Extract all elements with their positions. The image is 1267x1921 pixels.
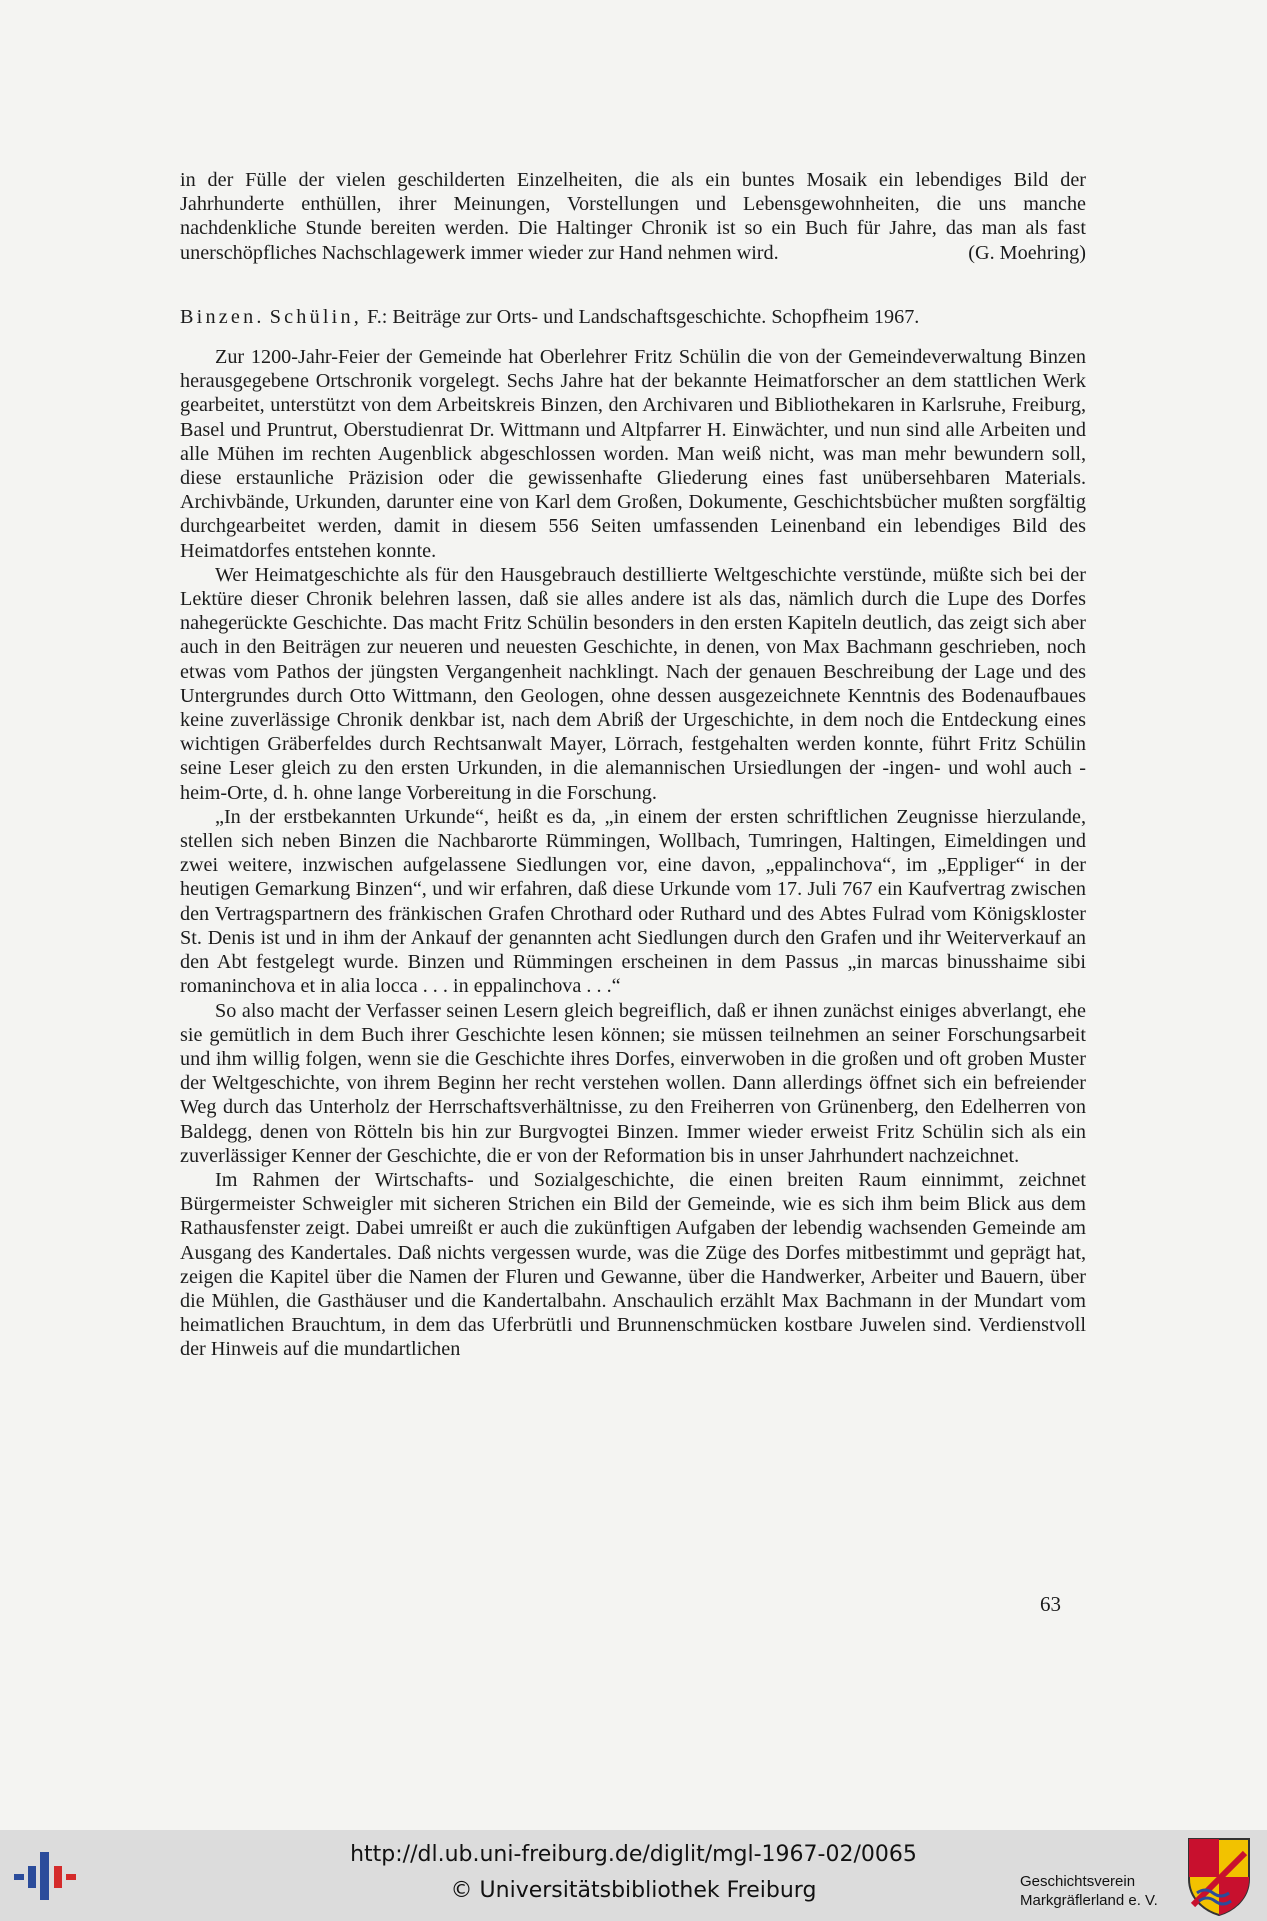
previous-review-ending: [180, 168, 1086, 265]
review-signature: (G. Moehring): [968, 241, 1086, 264]
review-heading: [180, 305, 1086, 329]
heading-author: Schülin,: [269, 305, 363, 328]
society-name-line2: Markgräflerland e. V.: [1020, 1892, 1158, 1909]
heading-book-title: Beiträge zur Orts- und Landschaftsgeschichte. Schopfheim 1967.: [387, 305, 920, 328]
heading-author-initial: F.:: [362, 305, 388, 328]
society-name-line1: Geschichtsverein: [1020, 1873, 1136, 1890]
paragraph: So also macht der Verfasser seinen Lesern gleich begreiflich, daß er ihnen zunächst einiges abverlangt, ehe sie gemütlich in dem Buch ihrer Geschichte lesen können; sie müssen teilnehmen an seiner Forschungsarbeit und ihm willig folgen, wenn sie die Geschichte ihres Dorfes, einverwoben in die großen und oft groben Muster der Weltgeschichte, von ihrem Beginn her recht verstehen wollen. Dann allerdings öffnet sich ein befreiender Weg durch das Unterholz der Herrschaftsverhältnisse, zu den Freiherren von Grünenberg, den Edelherren von Baldegg, denen von Rötteln bis hin zur Burgvogtei Binzen. Immer wieder erweist Fritz Schülin sich als ein zuverlässiger Kenner der Geschichte, die er von der Reformation bis in unser Jahrhundert nachzeichnet.: [180, 999, 1086, 1167]
viewer-footer: [0, 1830, 1267, 1921]
coat-of-arms-icon: [1185, 1835, 1253, 1917]
paragraph: Zur 1200-Jahr-Feier der Gemeinde hat Oberlehrer Fritz Schülin die von der Gemeindeverwaltung Binzen herausgegebene Ortschronik vorgelegt. Sechs Jahre hat der bekannte Heimatforscher an dem stattlichen Werk gearbeitet, unterstützt von dem Arbeitskreis Binzen, den Archivaren und Bibliothekaren in Karlsruhe, Freiburg, Basel und Pruntrut, Oberstudienrat Dr. Wittmann und Altpfarrer H. Einwächter, und nun sind alle Arbeiten und alle Mühen im rechten Augenblick abgeschlossen worden. Man weiß nicht, was man mehr bewundern soll, diese erstaunliche Präzision oder die gewissenhafte Gliederung eines fast unübersehbaren Materials. Archivbände, Urkunden, darunter eine von Karl dem Großen, Dokumente, Geschichtsbücher mußten sorgfältig durchgearbeitet werden, damit in diesem 556 Seiten umfassenden Leinenband ein lebendiges Bild des Heimatdorfes entstehen konnte.: [180, 346, 1086, 562]
paragraph: „In der erstbekannten Urkunde“, heißt es da, „in einem der ersten schriftlichen Zeugnisse hierzulande, stellen sich neben Binzen die Nachbarorte Rümmingen, Wollbach, Tumringen, Haltingen, Eimeldingen und zwei weitere, inzwischen aufgelassene Siedlungen vor, eine davon, „eppalinchova“, im „Eppliger“ in der heutigen Gemarkung Binzen“, und wir erfahren, daß diese Urkunde vom 17. Juli 767 ein Kaufvertrag zwischen den Vertragspartnern des fränkischen Grafen Chrothard oder Ruthard und des Abtes Fulrad vom Königskloster St. Denis ist und in ihm der Ankauf der genannten acht Siedlungen durch den Grafen und ihr Weiterverkauf an den Abt festgelegt wurde. Binzen und Rümmingen erscheinen in dem Passus „in marcas binusshaime sibi romaninchova et in alia locca . . . in eppalinchova . . .“: [180, 805, 1086, 998]
society-name: [1020, 1872, 1180, 1910]
document-url-link[interactable]: http://dl.ub.uni-freiburg.de/diglit/mgl-1967-02/0065: [350, 1842, 917, 1867]
copyright-notice: © Universitätsbibliothek Freiburg: [450, 1878, 817, 1903]
paragraph: Wer Heimatgeschichte als für den Hausgebrauch destillierte Weltgeschichte verstünde, müßte sich bei der Lektüre dieser Chronik belehren lassen, daß sie alles andere ist als das, nämlich durch die Lupe des Dorfes nahegerückte Geschichte. Das macht Fritz Schülin besonders in den ersten Kapiteln deutlich, das zeigt sich aber auch in den Beiträgen zur neueren und neuesten Geschichte, in denen, von Max Bachmann geschrieben, noch etwas vom Pathos der jüngsten Vergangenheit nachklingt. Nach der genauen Beschreibung der Lage und des Untergrundes durch Otto Wittmann, den Geologen, ohne dessen ausgezeichnete Kenntnis des Bodenaufbaues keine zuverlässige Chronik denkbar ist, nach dem Abriß der Urgeschichte, in dem noch die Entdeckung eines wichtigen Gräberfeldes durch Rechtsanwalt Mayer, Lörrach, festgehalten werden konnte, führt Fritz Schülin seine Leser gleich zu den ersten Urkunden, in die alemannischen Ursiedlungen der -ingen- und wohl auch -heim-Orte, d. h. ohne lange Vorbereitung in die Forschung.: [180, 563, 1086, 804]
previous-review-text: [180, 168, 1086, 265]
heading-place: Binzen.: [180, 305, 265, 328]
page-number: 63: [1040, 1592, 1061, 1616]
previous-review-body: in der Fülle der vielen geschilderten Einzelheiten, die als ein buntes Mosaik ein lebendiges Bild der Jahrhunderte enthüllen, ihrer Meinungen, Vorstellungen und Lebensgewohnheiten, die uns manche nachdenkliche Stunde bereiten werden. Die Haltinger Chronik ist so ein Buch für Jahre, das man als fast unerschöpfliches Nachschlagewerk immer wieder zur Hand nehmen wird.: [180, 169, 1086, 264]
paragraph: Im Rahmen der Wirtschafts- und Sozialgeschichte, die einen breiten Raum einnimmt, zeichnet Bürgermeister Schweigler mit sicheren Strichen ein Bild der Gemeinde, wie es sich ihm beim Blick aus dem Rathausfenster zeigt. Dabei umreißt er auch die zukünftigen Aufgaben der lebendig wachsenden Gemeinde am Ausgang des Kandertales. Daß nichts vergessen wurde, was die Züge des Dorfes mitbestimmt und geprägt hat, zeigen die Kapitel über die Namen der Fluren und Gewanne, über die Handwerker, Arbeiter und Bauern, über die Mühlen, die Gasthäuser und die Kandertalbahn. Anschaulich erzählt Max Bachmann in der Mundart vom heimatlichen Brauchtum, in dem das Uferbrütli und Brunnenschmücken kostbare Juwelen sind. Verdienstvoll der Hinweis auf die mundartlichen: [180, 1168, 1086, 1361]
text-column: [180, 168, 1086, 1362]
